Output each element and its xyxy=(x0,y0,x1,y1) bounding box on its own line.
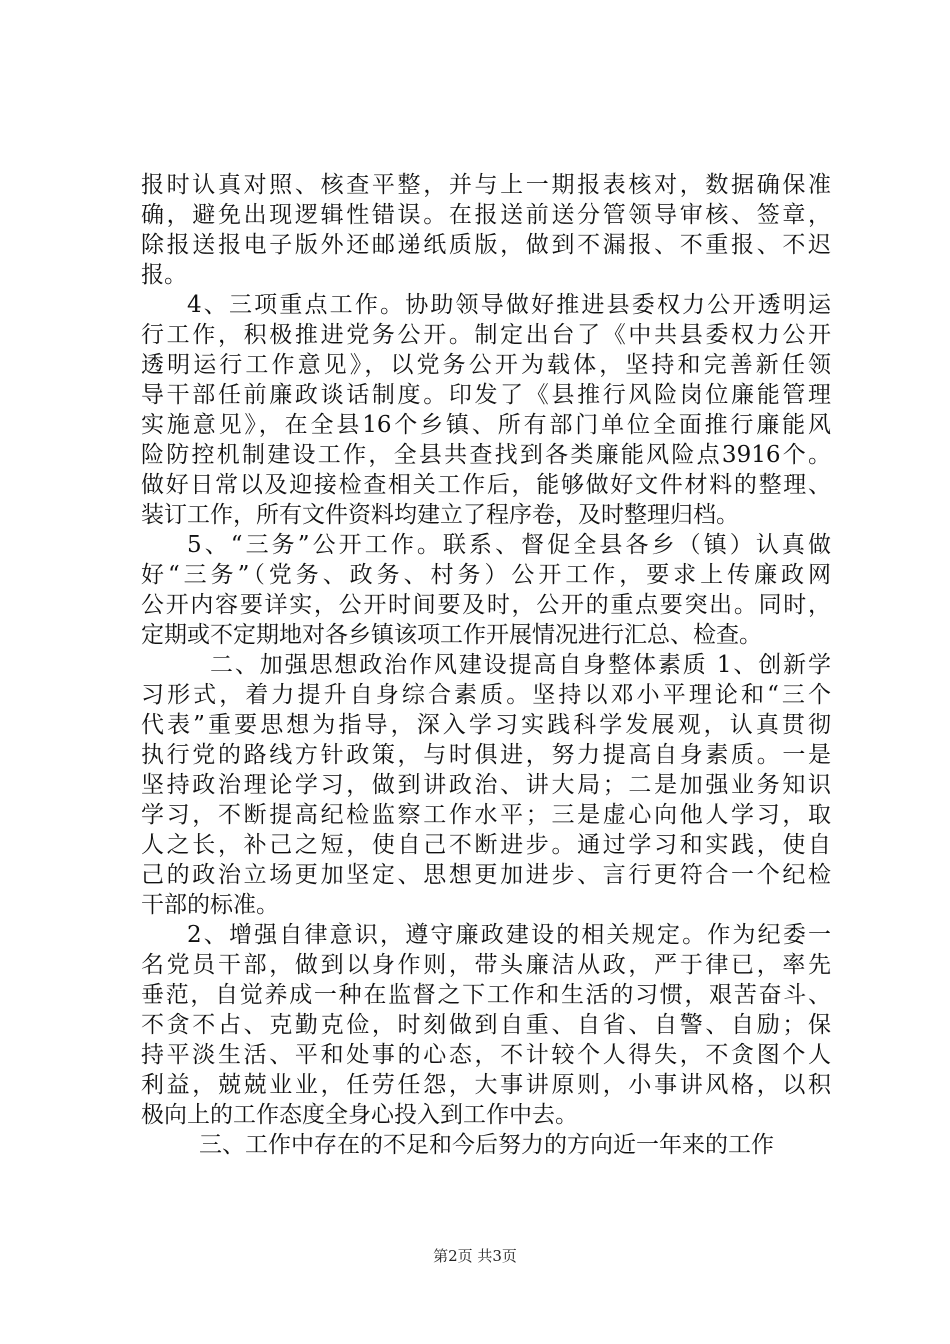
text-line: 2、增强自律意识，遵守廉政建设的相关规定。作为纪委一 xyxy=(187,922,831,948)
text-line: 不贪不占、克勤克俭，时刻做到自重、自省、自警、自励；保 xyxy=(141,1012,831,1038)
text-line: 人之长，补己之短，使自己不断进步。通过学习和实践，使自 xyxy=(141,832,831,858)
text-line: 公开内容要详实，公开时间要及时，公开的重点要突出。同时， xyxy=(141,592,831,618)
text-line: 定期或不定期地对各乡镇该项工作开展情况进行汇总、检查。 xyxy=(141,622,762,648)
text-line: 导干部任前廉政谈话制度。印发了《县推行风险岗位廉能管理 xyxy=(141,382,831,408)
text-line: 持平淡生活、平和处事的心态，不计较个人得失，不贪图个人 xyxy=(141,1042,831,1068)
text-line: 实施意见》，在全县16个乡镇、所有部门单位全面推行廉能风 xyxy=(141,412,831,438)
text-line: 好“三务”（党务、政务、村务）公开工作，要求上传廉政网 xyxy=(141,562,831,588)
page-footer: 第2页 共3页 xyxy=(433,1247,517,1265)
text-line: 做好日常以及迎接检查相关工作后，能够做好文件材料的整理、 xyxy=(141,472,831,498)
text-line: 二、加强思想政治作风建设提高自身整体素质 1、创新学 xyxy=(210,652,831,678)
text-line: 险防控机制建设工作，全县共查找到各类廉能风险点3916个。 xyxy=(141,442,831,468)
text-line: 装订工作，所有文件资料均建立了程序卷，及时整理归档。 xyxy=(141,502,739,528)
text-line: 垂范，自觉养成一种在监督之下工作和生活的习惯，艰苦奋斗、 xyxy=(141,982,831,1008)
text-line: 极向上的工作态度全身心投入到工作中去。 xyxy=(141,1102,578,1128)
text-line: 透明运行工作意见》，以党务公开为载体，坚持和完善新任领 xyxy=(141,352,831,378)
text-line: 学习，不断提高纪检监察工作水平；三是虚心向他人学习，取 xyxy=(141,802,831,828)
text-line: 执行党的路线方针政策，与时俱进，努力提高自身素质。一是 xyxy=(141,742,831,768)
text-line: 确，避免出现逻辑性错误。在报送前送分管领导审核、签章， xyxy=(141,202,831,228)
text-line: 名党员干部，做到以身作则，带头廉洁从政，严于律已，率先 xyxy=(141,952,831,978)
text-line: 习形式，着力提升自身综合素质。坚持以邓小平理论和“三个 xyxy=(141,682,831,708)
text-line: 5、“三务”公开工作。联系、督促全县各乡（镇）认真做 xyxy=(187,532,831,558)
text-line: 报时认真对照、核查平整，并与上一期报表核对，数据确保准 xyxy=(141,172,831,198)
text-line: 除报送报电子版外还邮递纸质版，做到不漏报、不重报、不迟 xyxy=(141,232,831,258)
text-line: 己的政治立场更加坚定、思想更加进步、言行更符合一个纪检 xyxy=(141,862,831,888)
text-line: 报。 xyxy=(141,262,187,288)
text-line: 三、工作中存在的不足和今后努力的方向近一年来的工作 xyxy=(199,1132,774,1158)
document-body xyxy=(141,170,831,1160)
text-line: 行工作，积极推进党务公开。制定出台了《中共县委权力公开 xyxy=(141,322,831,348)
text-line: 利益，兢兢业业，任劳任怨，大事讲原则，小事讲风格，以积 xyxy=(141,1072,831,1098)
text-line: 代表”重要思想为指导，深入学习实践科学发展观，认真贯彻 xyxy=(141,712,831,738)
text-line: 坚持政治理论学习，做到讲政治、讲大局；二是加强业务知识 xyxy=(141,772,831,798)
text-line: 干部的标准。 xyxy=(141,892,279,918)
text-line: 4、三项重点工作。协助领导做好推进县委权力公开透明运 xyxy=(187,292,831,318)
